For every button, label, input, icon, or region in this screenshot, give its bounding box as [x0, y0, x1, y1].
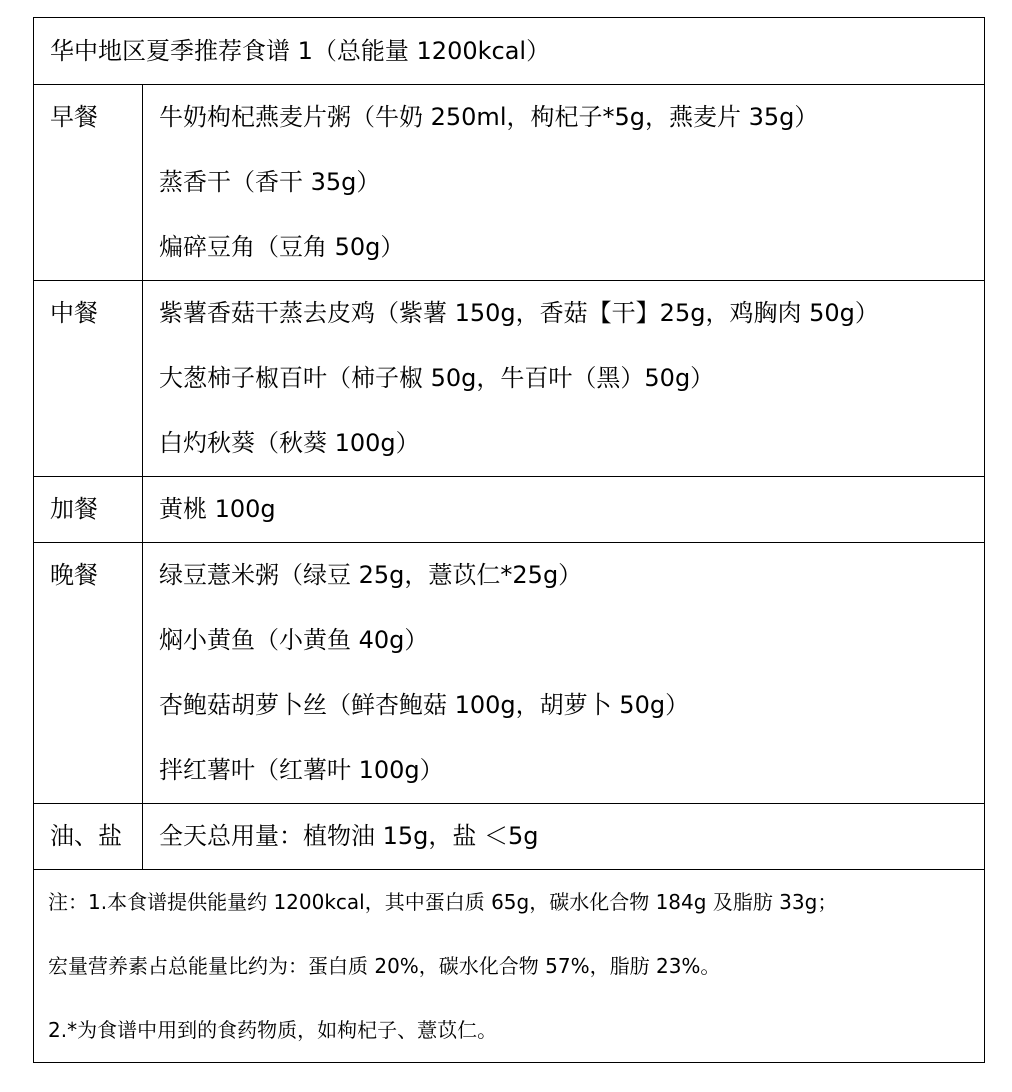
meal-item: 杏鲍菇胡萝卜丝（鲜杏鲍菇 100g，胡萝卜 50g） — [159, 691, 690, 719]
meal-item: 拌红薯叶（红薯叶 100g） — [159, 756, 444, 784]
meal-row-dinner — [34, 543, 985, 804]
note-line: 2.*为食谱中用到的食药物质，如枸杞子、薏苡仁。 — [48, 1018, 498, 1042]
meal-label-dinner: 晚餐 — [34, 543, 143, 804]
meal-label-snack: 加餐 — [34, 477, 143, 543]
meal-item: 煸碎豆角（豆角 50g） — [159, 233, 405, 261]
title-row — [34, 18, 985, 85]
meal-item: 蒸香干（香干 35g） — [159, 168, 381, 196]
meal-items-breakfast — [143, 85, 985, 281]
meal-items-lunch — [143, 281, 985, 477]
meal-item: 紫薯香菇干蒸去皮鸡（紫薯 150g，香菇【干】25g，鸡胸肉 50g） — [159, 299, 879, 327]
meal-items-oil-salt — [143, 804, 985, 870]
meal-row-lunch — [34, 281, 985, 477]
meal-label-breakfast: 早餐 — [34, 85, 143, 281]
meal-item: 黄桃 100g — [159, 495, 276, 523]
meal-item: 大葱柿子椒百叶（柿子椒 50g，牛百叶（黑）50g） — [159, 364, 715, 392]
meal-item: 全天总用量：植物油 15g，盐 ＜5g — [159, 822, 539, 850]
meal-row-breakfast — [34, 85, 985, 281]
meal-row-oil-salt — [34, 804, 985, 870]
meal-item: 绿豆薏米粥（绿豆 25g，薏苡仁*25g） — [159, 561, 583, 589]
meal-item: 焖小黄鱼（小黄鱼 40g） — [159, 626, 429, 654]
notes-section — [34, 870, 985, 1063]
note-line: 注：1.本食谱提供能量约 1200kcal，其中蛋白质 65g，碳水化合物 184g 及脂肪 33g； — [48, 890, 838, 914]
meal-label-lunch: 中餐 — [34, 281, 143, 477]
recipe-table — [33, 17, 985, 1063]
note-line: 宏量营养素占总能量比约为：蛋白质 20%，碳水化合物 57%，脂肪 23%。 — [48, 954, 721, 978]
table-title: 华中地区夏季推荐食谱 1（总能量 1200kcal） — [34, 18, 985, 85]
meal-items-dinner — [143, 543, 985, 804]
notes-row — [34, 870, 985, 1063]
meal-row-snack — [34, 477, 985, 543]
meal-item: 白灼秋葵（秋葵 100g） — [159, 429, 420, 457]
meal-item: 牛奶枸杞燕麦片粥（牛奶 250ml，枸杞子*5g，燕麦片 35g） — [159, 103, 819, 131]
meal-label-oil-salt: 油、盐 — [34, 804, 143, 870]
meal-items-snack — [143, 477, 985, 543]
